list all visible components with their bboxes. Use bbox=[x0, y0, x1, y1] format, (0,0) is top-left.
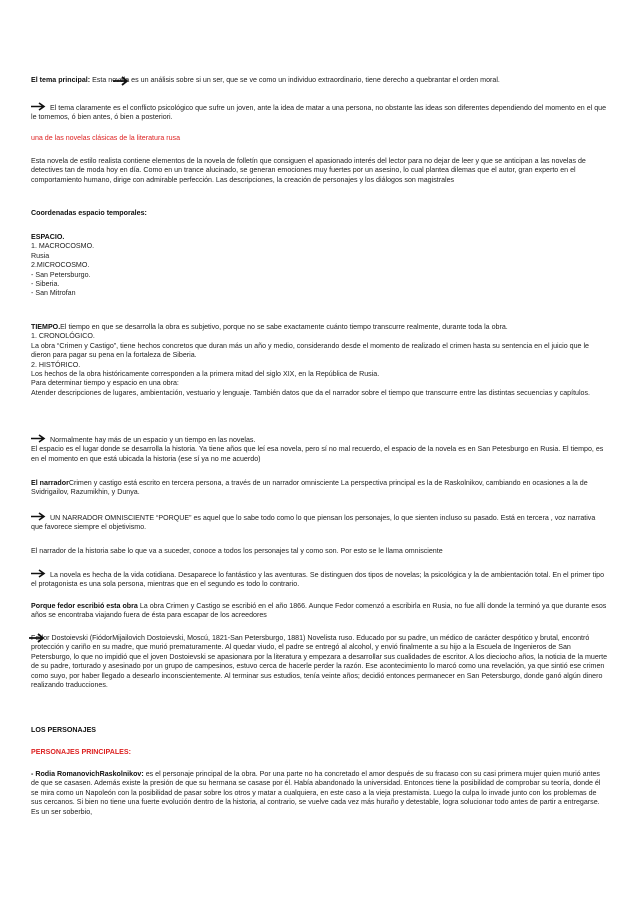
arrow-right-icon bbox=[31, 569, 47, 578]
paragraph-fedor-dostoievski bbox=[31, 634, 609, 690]
tiempo-line: Los hechos de la obra históricamente corresponden a la primera mitad del siglo XIX, en la República de Rusia. bbox=[31, 370, 380, 379]
normalmente-first: Normalmente hay más de un espacio y un tiempo en las novelas. bbox=[50, 436, 256, 444]
heading-coordenadas bbox=[31, 209, 609, 218]
coordenadas-label: Coordenadas espacio temporales: bbox=[31, 209, 147, 217]
espacio-line: - San Petersburgo. bbox=[31, 270, 91, 279]
narrador-label: El narrador bbox=[31, 479, 69, 487]
rodia-text: es el personaje principal de la obra. Por una parte no ha concretado el amor después de su fracaso con su casi primera mujer quien murió antes de que se casasen. Además existe la presión de que su hermana se casase por él. Había abandonado la universidad. Entonces tiene la posibilidad de comprobar su teoría, donde él se mira como un Napoleón con la posibilidad de pasar sobre los otros y matar a cualquiera, en este caso a la vieja prestamista. Luego la culpa lo invade junto con los problemas de sus cercanos. Si bien no tiene una fuerte evolución dentro de la historia, al contrario, se vuelve cada vez más huraño y detestable, logra solucionar todo antes de partir a entregarse. Es un ser soberbio, bbox=[31, 770, 601, 816]
subtitle-novelas-clasicas: una de las novelas clásicas de la literatura rusa bbox=[31, 134, 181, 142]
arrow-right-icon bbox=[31, 434, 47, 443]
paragraph-narrador bbox=[31, 479, 609, 498]
fedor-text: Fedor Dostoievski (FiódorMijailovich Dostoievski, Moscú, 1821-San Petersburgo, 1881) Novelista ruso. Educado por su padre, un médico de carácter despótico y brutal, encontró protección y cariño en su madre, que murió prematuramente. Al quedar viudo, el padre se entregó al alcohol, y envió finalmente a su hijo a la Escuela de Ingenieros de San Petersburgo, lo que no impidió que el joven Dostoievski se apasionara por la literatura y empezara a desarrollar sus cualidades de escritor. A los dieciocho años, la noticia de la muerte de su padre, torturado y asesinado por un grupo de campesinos, estuvo cerca de hacerle perder la razón. Ese acontecimiento lo marcó como una revelación, ya que sintió ese crimen como suyo, por haber llegado a desearlo inconscientemente. Al terminar sus estudios, tenía veinte años; decidió entonces permanecer en San Petersburgo, donde ganó algún dinero realizando traducciones. bbox=[31, 634, 608, 690]
tiempo-section bbox=[31, 323, 609, 398]
espacio-line: 2.MICROCOSMO. bbox=[31, 261, 90, 270]
paragraph-porque-fedor bbox=[31, 602, 609, 621]
arrow-right-icon bbox=[113, 76, 131, 89]
heading-personajes bbox=[31, 726, 609, 735]
paragraph-conflicto bbox=[31, 102, 609, 123]
arrow-right-icon bbox=[31, 102, 47, 111]
tiempo-label: TIEMPO. bbox=[31, 323, 61, 331]
tiempo-line: La obra “Crimen y Castigo”, tiene hechos concretos que duran más un año y medio, considerando desde el momento de realizado el crimen hasta su sentencia en el juicio que le dieron para pagar su pena en la fortaleza de Siberia. bbox=[31, 341, 589, 360]
vida-text: La novela es hecha de la vida cotidiana. Desaparece lo fantástico y las aventuras. Se distinguen dos tipos de novelas; la psicológica y la de ambientación total. En el primer tipo el protagonista es una sola persona, mientras que en el segundo es todo lo contrario. bbox=[31, 571, 605, 589]
heading-personajes-principales bbox=[31, 748, 609, 757]
espacio-line: - San Mitrofan bbox=[31, 289, 76, 298]
porque-label: Porque fedor escribió esta obra bbox=[31, 602, 138, 610]
rodia-label: - Rodia RomanovichRaskolnikov: bbox=[31, 770, 144, 778]
paragraph-narrador-omnisciente: El narrador de la historia sabe lo que va a suceder, conoce a todos los personajes tal y como son. Por esto se le llama omnisciente bbox=[31, 547, 443, 555]
arrow-right-icon bbox=[29, 633, 47, 646]
conflicto-text: El tema claramente es el conflicto psicológico que sufre un joven, ante la idea de matar a una persona, no obstante las ideas son diferentes dependiendo del momento en el que le tomemos, ó bien antes, ó bien a posteriori. bbox=[31, 104, 607, 122]
espacio-line: 1. MACROCOSMO. bbox=[31, 242, 95, 251]
tiempo-first: El tiempo en que se desarrolla la obra es subjetivo, porque no se sabe exactamente cuánto tiempo transcurre realmente, durante toda la obra. bbox=[60, 323, 508, 331]
personajes-label: LOS PERSONAJES bbox=[31, 726, 97, 734]
un-narrador-text: UN NARRADOR OMNISCIENTE “PORQUE” es aquel que lo sabe todo como lo que piensan los personajes, lo que sienten incluso su pasado. Está en tercera , voz narrativa que favorece siempre el objetivismo. bbox=[31, 514, 596, 532]
arrow-right-icon bbox=[31, 512, 47, 521]
tiempo-line: Atender descripciones de lugares, ambientación, vestuario y lenguaje. También datos que da el narrador sobre el tiempo que transcurre entre las distintas secuencias y capítulos. bbox=[31, 388, 591, 397]
tema-principal-label: El tema principal: bbox=[31, 76, 91, 84]
espacio-line: - Siberia. bbox=[31, 280, 60, 289]
tiempo-line: 1. CRONOLÓGICO. bbox=[31, 332, 95, 341]
normalmente-rest: El espacio es el lugar donde se desarrolla la historia. Ya tiene años que leí esa novela, pero sí no mal recuerdo, el espacio de la novela es en San Petesburgo en Rusia. El tiempo, es en el momento en que está ubicada la historia (ese sí ya no me acuerdo) bbox=[31, 445, 604, 463]
tema-principal-text: Esta novela es un análisis sobre si un ser, que se ve como un individuo extraordinario, tiene derecho a quebrantar el orden moral. bbox=[92, 76, 500, 84]
espacio-line: Rusia bbox=[31, 251, 50, 260]
narrador-text: Crimen y castigo está escrito en tercera persona, a través de un narrador omnisciente La perspectiva principal es la de Raskolnikov, cambiando en ocasiones a la de Svidrigailov, Razumikhin, y Dunya. bbox=[31, 479, 588, 497]
principales-label: PERSONAJES PRINCIPALES: bbox=[31, 748, 131, 756]
tiempo-line: Para determinar tiempo y espacio en una obra: bbox=[31, 379, 179, 388]
espacio-section bbox=[31, 233, 609, 299]
tiempo-line: 2. HISTÓRICO. bbox=[31, 360, 81, 369]
paragraph-un-narrador bbox=[31, 512, 609, 533]
espacio-title: ESPACIO. bbox=[31, 233, 65, 241]
paragraph-vida-cotidiana bbox=[31, 569, 609, 590]
porque-text: La obra Crimen y Castigo se escribió en el año 1866. Aunque Fedor comenzó a escribirla en Rusia, no fue allí donde la terminó ya que durante esos años se encontraba viajando fuera de ésta para escapar de los acreedores bbox=[31, 602, 607, 620]
paragraph-estilo-realista: Esta novela de estilo realista contiene elementos de la novela de folletín que consiguen el apasionado interés del lector para no dejar de leer y que se anticipan a las novelas de detectives tan de moda hoy en día. Como en un trance alucinado, se generan emociones muy fuertes por un asesino, lo cual plantea dilemas que el autor, gran experto en el comportamiento humano, dirige con admirable perfección. Las descripciones, la creación de personajes y los diálogos son magistrales bbox=[31, 157, 586, 184]
paragraph-rodia bbox=[31, 770, 609, 817]
paragraph-normalmente bbox=[31, 434, 609, 464]
